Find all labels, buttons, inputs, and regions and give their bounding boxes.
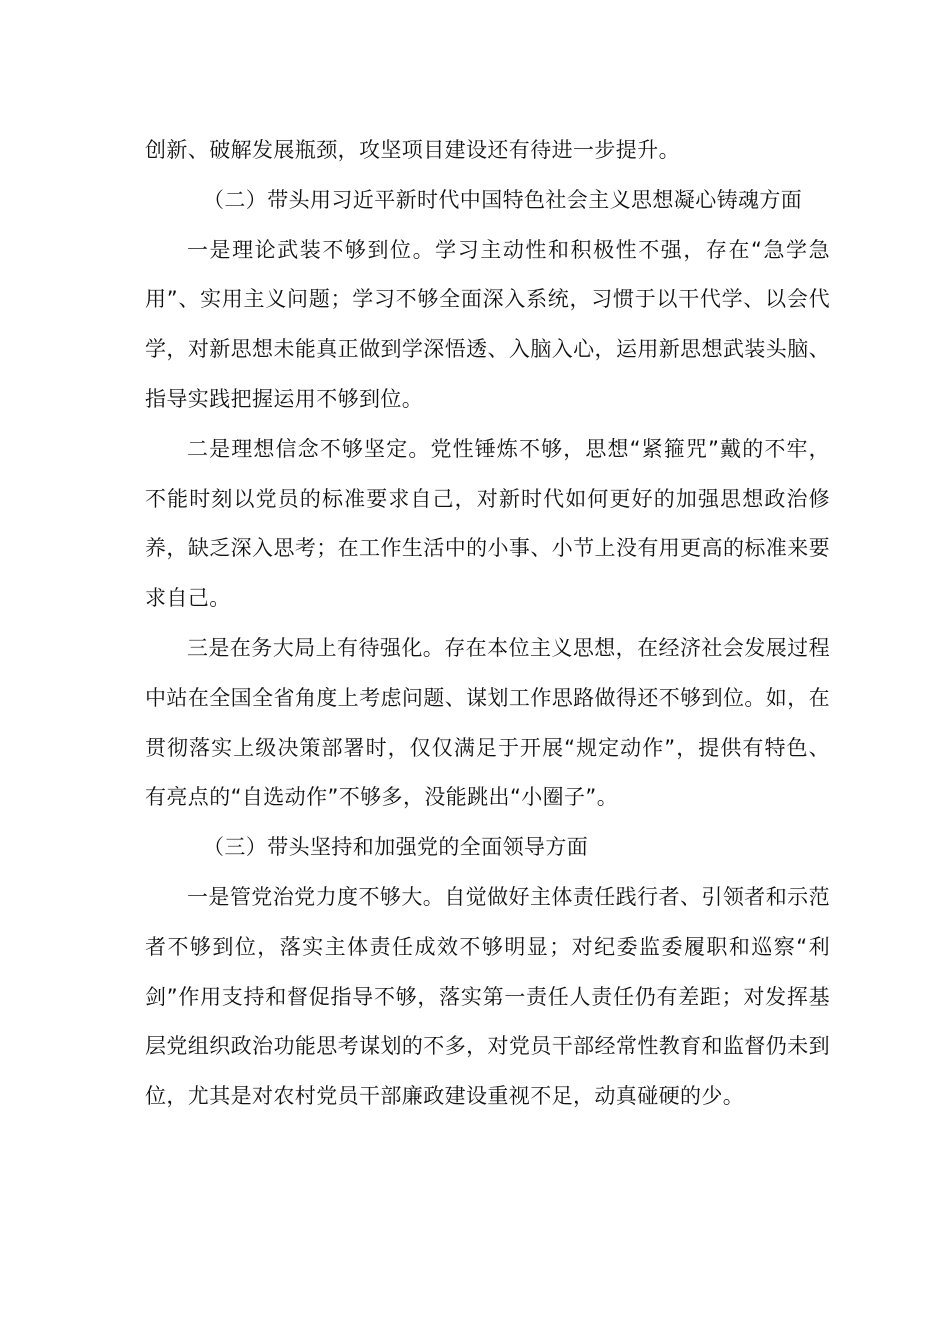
paragraph-continued: 创新、破解发展瓶颈，攻坚项目建设还有待进一步提升。 — [145, 138, 680, 162]
section-heading-3: （三）带头坚持和加强党的全面领导方面 — [203, 835, 589, 860]
paragraph-overall-situation: 三是在务大局上有待强化。存在本位主义思想，在经济社会发展过程中站在全国全省角度上考虑问题、谋划工作思路做得还不够到位。如，在贯彻落实上级决策部署时，仅仅满足于开展“规定动作”，提供有特色、有亮点的“自选动作”不够多，没能跳出“小圈子”。 — [145, 635, 830, 810]
paragraph-party-governance: 一是管党治党力度不够大。自觉做好主体责任践行者、引领者和示范者不够到位，落实主体责任成效不够明显；对纪委监委履职和巡察“利剑”作用支持和督促指导不够，落实第一责任人责任仍有差距；对发挥基层党组织政治功能思考谋划的不多，对党员干部经常性教育和监督仍未到位，尤其是对农村党员干部廉政建设重视不足，动真碰硬的少。 — [145, 884, 830, 1109]
paragraph-theory: 一是理论武装不够到位。学习主动性和积极性不强，存在“急学急用”、实用主义问题；学习不够全面深入系统，习惯于以干代学、以会代学，对新思想未能真正做到学深悟透、入脑入心，运用新思想武装头脑、指导实践把握运用不够到位。 — [145, 237, 830, 411]
paragraph-belief: 二是理想信念不够坚定。党性锤炼不够，思想“紧箍咒”戴的不牢，不能时刻以党员的标准要求自己，对新时代如何更好的加强思想政治修养，缺乏深入思考；在工作生活中的小事、小节上没有用更高的标准来要求自己。 — [145, 436, 830, 611]
section-heading-2: （二）带头用习近平新时代中国特色社会主义思想凝心铸魂方面 — [203, 187, 803, 212]
document-body — [145, 126, 830, 1122]
